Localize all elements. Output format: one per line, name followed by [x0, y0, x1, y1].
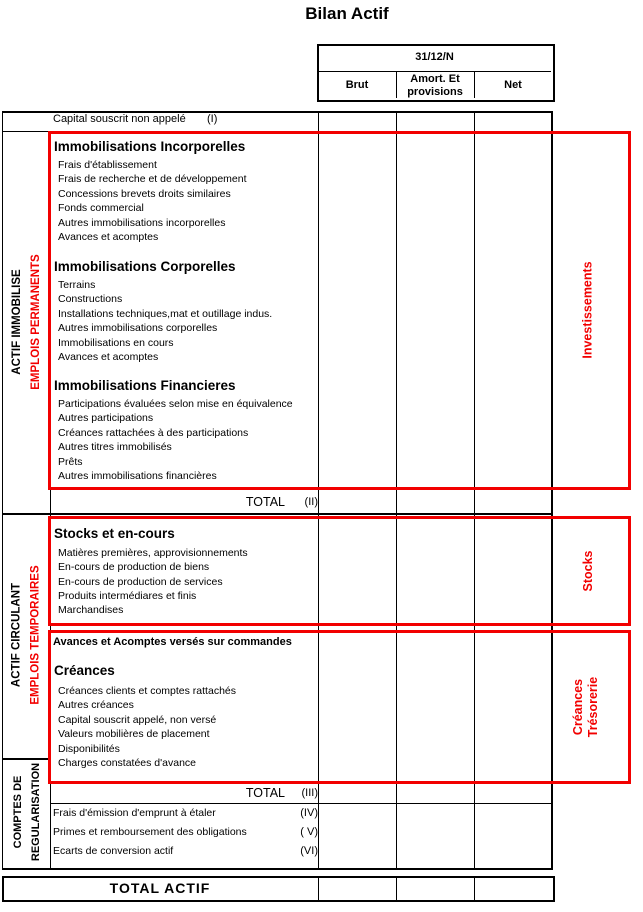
grid-line — [318, 71, 551, 72]
row-encours-biens: En-cours de production de biens — [58, 561, 210, 573]
column-header-net: Net — [504, 79, 522, 91]
section-title-financieres: Immobilisations Financieres — [54, 378, 236, 393]
section-title-creances: Créances — [54, 663, 115, 678]
ref-IV: (IV) — [300, 807, 318, 819]
right-label-tresorerie: Trésorerie — [586, 676, 600, 738]
row-matieres-premieres: Matières premières, approvisionnements — [58, 547, 248, 559]
column-header-brut: Brut — [345, 79, 369, 91]
column-header-amort: Amort. Et provisions — [407, 73, 463, 98]
row-marchandises: Marchandises — [58, 604, 124, 616]
row-avances-acomptes-corp: Avances et acomptes — [58, 351, 159, 363]
row-autres-creances: Autres créances — [58, 699, 134, 711]
grid-line — [2, 111, 3, 868]
header-date: 31/12/N — [415, 51, 454, 63]
ref-III: (III) — [301, 787, 318, 799]
row-fonds-commercial: Fonds commercial — [58, 202, 144, 214]
total-actif-label: TOTAL ACTIF — [109, 880, 211, 896]
right-label-creances: Créances — [571, 678, 585, 736]
grid-line — [318, 876, 319, 900]
row-avances-acomptes-incorp: Avances et acomptes — [58, 231, 159, 243]
section-title-incorporelles: Immobilisations Incorporelles — [54, 139, 246, 154]
sidebar-comptes-de: COMPTES DE — [12, 775, 24, 849]
row-autres-immo-financieres: Autres immobilisations financières — [58, 470, 217, 482]
highlight-box-investissements — [48, 131, 631, 490]
row-constructions: Constructions — [58, 293, 123, 305]
row-encours-services: En-cours de production de services — [58, 576, 223, 588]
row-autres-immo-corporelles: Autres immobilisations corporelles — [58, 322, 218, 334]
grid-line — [2, 868, 553, 870]
total-iii-label: TOTAL — [245, 786, 285, 800]
row-disponibilites: Disponibilités — [58, 743, 120, 755]
row-concessions-brevets: Concessions brevets droits similaires — [58, 188, 231, 200]
ref-II: (II) — [304, 496, 318, 508]
ref-VI: (VI) — [300, 845, 318, 857]
row-valeurs-mobilieres: Valeurs mobilières de placement — [58, 728, 210, 740]
row-terrains: Terrains — [58, 279, 96, 291]
row-autres-immo-incorporelles: Autres immobilisations incorporelles — [58, 217, 226, 229]
sidebar-actif-immobilise: ACTIF IMMOBILISE — [11, 269, 23, 375]
row-ecarts-conversion: Ecarts de conversion actif — [53, 845, 174, 857]
row-creances-clients: Créances clients et comptes rattachés — [58, 685, 236, 697]
section-title-corporelles: Immobilisations Corporelles — [54, 259, 236, 274]
grid-line — [396, 876, 397, 900]
right-label-investissements: Investissements — [580, 261, 595, 359]
row-prets: Prêts — [58, 456, 83, 468]
sidebar-actif-circulant: ACTIF CIRCULANT — [10, 582, 23, 688]
row-immo-en-cours: Immobilisations en cours — [58, 337, 174, 349]
row-installations-techniques: Installations techniques,mat et outillage indus. — [58, 308, 273, 320]
row-participations-equivalence: Participations évaluées selon mise en équivalence — [58, 398, 293, 410]
row-charges-constatees: Charges constatées d'avance — [58, 757, 197, 769]
grid-line — [396, 71, 397, 98]
ref-V: ( V) — [300, 826, 318, 838]
row-frais-emission: Frais d'émission d'emprunt à étaler — [53, 807, 216, 819]
highlight-box-stocks — [48, 516, 631, 626]
row-capital-souscrit-appele: Capital souscrit appelé, non versé — [58, 714, 217, 726]
sidebar-emplois-permanents: EMPLOIS PERMANENTS — [30, 254, 42, 390]
ref-I: (I) — [207, 113, 218, 125]
row-avances-acomptes-commandes: Avances et Acomptes versés sur commandes — [53, 636, 292, 648]
row-creances-rattachees: Créances rattachées à des participations — [58, 427, 249, 439]
page-title: Bilan Actif — [305, 4, 389, 23]
sidebar-regularisation: REGULARISATION — [30, 762, 42, 862]
row-autres-participations: Autres participations — [58, 412, 154, 424]
row-capital-souscrit-non-appele: Capital souscrit non appelé — [53, 113, 186, 125]
grid-line — [2, 513, 553, 515]
section-title-stocks: Stocks et en-cours — [54, 526, 175, 541]
row-autres-titres-immobilises: Autres titres immobilisés — [58, 441, 172, 453]
sidebar-emplois-temporaires: EMPLOIS TEMPORAIRES — [29, 565, 42, 705]
row-produits-intermediaires: Produits intermédiares et finis — [58, 590, 197, 602]
highlight-box-creances-tresorerie — [48, 630, 631, 784]
row-primes-remboursement: Primes et remboursement des obligations — [53, 826, 247, 838]
right-label-stocks: Stocks — [581, 550, 595, 592]
grid-line — [474, 876, 475, 900]
grid-line — [50, 803, 553, 804]
row-frais-etablissement: Frais d'établissement — [58, 159, 157, 171]
row-frais-recherche: Frais de recherche et de développement — [58, 173, 247, 185]
total-ii-label: TOTAL — [245, 495, 285, 509]
